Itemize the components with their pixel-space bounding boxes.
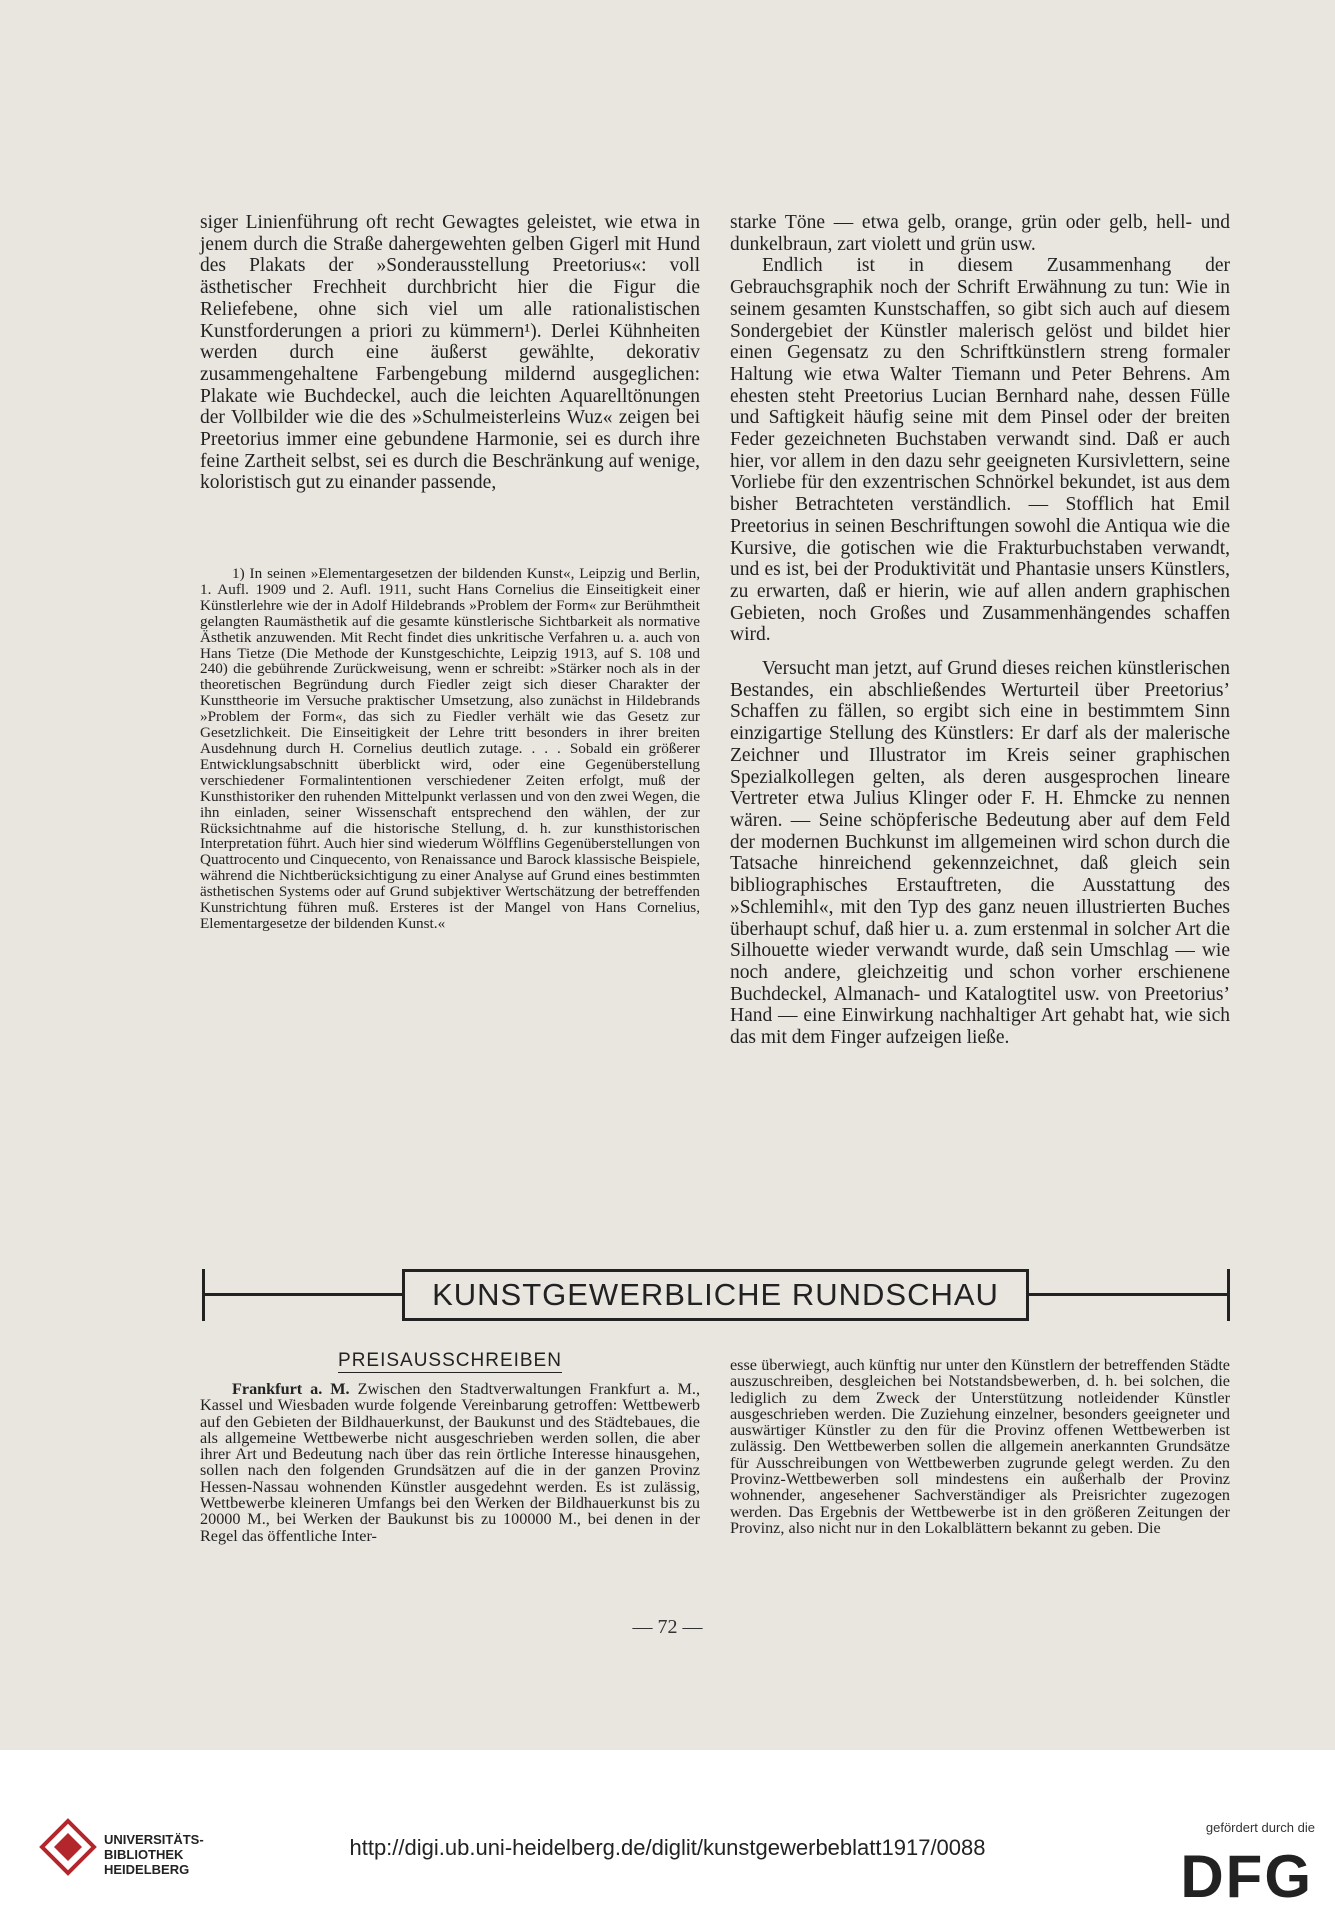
article-paragraph: Endlich ist in diesem Zusammenhang der Gebrauchsgraphik noch der Schrift Erwähnung zu tun: Wie in seinem gesamten Kunstschaffen, so gibt sich auch auf diesem Sondergebiet der Künstler malerisch gelöst und bildet hier einen Gegensatz zu den Schriftkünstlern streng formaler Haltung wie etwa Walter Tiemann und Peter Behrens. Am ehesten steht Preetorius Lucian Bernhard nahe, dessen Fülle und Saftigkeit häufig seine mit dem Pinsel oder der breiten Feder gezeichneten Buchstaben verwandt sind. Daß er auch hier, vor allem in den dazu sehr geeigneten Kursivlettern, seine Vorliebe für den exzentrischen Schnörkel bekundet, ist aus dem bisher Betrachteten verständlich. — Stofflich hat Emil Preetorius in seinen Beschriftungen sowohl die Antiqua wie die Kursive, die gotischen wie die Frakturbuchstaben verwandt, und es ist, bei der Produktivität und Phantasie unsers Künstlers, zu erwarten, daß er hierin, wie auf allen andern graphischen Gebieten, noch Großes und Zusammenhängendes schaffen wird.	[730, 255, 1230, 646]
article-right-column	[730, 212, 1230, 1049]
banner-rule	[1227, 1269, 1230, 1321]
banner-rule	[202, 1293, 402, 1296]
page-number: — 72 —	[632, 1616, 703, 1638]
permalink-url[interactable]: http://digi.ub.uni-heidelberg.de/diglit/kunstgewerbeblatt1917/0088	[349, 1835, 986, 1860]
footer-bar	[0, 1750, 1335, 1930]
rundschau-text: esse überwiegt, auch künftig nur unter den Künstlern der betreffenden Städte auszuschreiben, desgleichen bei Notstandsbewerben, d. h. bei solchen, die lediglich zu dem Zweck der Unterstützung notleidender Künstler ausgeschrieben werden. Die Zuziehung einzelner, besonders geeigneter und auswärtiger Künstler zu den für die Provinz offenen Wettbewerben ist zulässig. Den Wettbewerben sollen die allgemein anerkannten Grundsätze für Ausschreibungen von Wettbewerben zugrunde gelegt werden. Zu den Provinz-Wettbewerben soll mindestens ein außerhalb der Provinz wohnender, angesehener Sachverständiger als Preisrichter zugezogen werden. Das Ergebnis der Wettbewerbe ist in den größeren Zeitungen der Provinz, also nicht nur in den Lokalblättern bekannt zu geben. Die	[730, 1356, 1230, 1537]
article-left-column	[200, 212, 700, 494]
institution-line: BIBLIOTHEK	[104, 1847, 184, 1862]
footnote-text: 1) In seinen »Elementargesetzen der bildenden Kunst«, Leipzig und Berlin, 1. Aufl. 1909 und 2. Aufl. 1911, sucht Hans Cornelius die Einseitigkeit einer Künstlerlehre wie der in Adolf Hildebrands »Problem der Form« zur Berühmtheit gelangten Raumästhetik auf die gesamte künstlerische Sichtbarkeit als normative Ästhetik anzuwenden. Mit Recht findet dies unkritische Verfahren u. a. auch von Hans Tietze (Die Methode der Kunstgeschichte, Leipzig 1913, auf S. 108 und 240) die gebührende Zurückweisung, wenn er schreibt: »Stärker noch als in der theoretischen Begründung durch Fiedler zeigt sich dieser Charakter der Kunsttheorie im Versuche praktischer Umsetzung, also zunächst in Hildebrands »Problem der Form«, das sich zu Fiedler verhält wie das Gesetz zur Gesetzlichkeit. Die Einseitigkeit der Lehre tritt besonders in ihrer breiten Ausdehnung durch H. Cornelius deutlich zutage. . . . Sobald ein größerer Entwicklungsabschnitt überblickt wird, oder eine Gegenüberstellung verschiedener Formalintentionen verschiedener Zeiten erfolgt, muß der Kunsthistoriker den ruhenden Mittelpunkt verlassen und von den zwei Wegen, die ihn einladen, seiner Wissenschaft entsprechend den wählen, der zur Rücksichtnahme auf die historische Stellung, d. h. zur kunsthistorischen Interpretation führt. Auch hier sind wiederum Wölfflins Gegenüberstellungen von Quattrocento und Cinquecento, von Renaissance und Barock klassische Beispiele, während die Nichtberücksichtigung zu einer Analyse auf Grund eines bestimmten ästhetischen Systems oder auf Grund subjektiver Wertschätzung der betreffenden Kunstrichtung führen muß. Ersteres ist der Mangel von Hans Cornelius, Elementargesetze der bildenden Kunst.«	[200, 565, 700, 932]
rundschau-right-column	[730, 1357, 1230, 1536]
article-paragraph: siger Linienführung oft recht Gewagtes geleistet, wie etwa in jenem durch die Straße dahergewehten gelben Gigerl mit Hund des Plakats der »Sonderausstellung Preetorius«: voll ästhetischer Frechheit durchbricht hier die Figur die Reliefebene, ohne sich viel um alle rationalistischen Kunstforderungen a priori zu kümmern¹). Derlei Kühnheiten werden durch eine äußerst gewählte, dekorativ zusammengehaltene Farbengebung mildernd ausgeglichen: Plakate wie Buchdeckel, auch die leichten Aquarelltönungen der Vollbilder wie die des »Schulmeisterleins Wuz« zeigen bei Preetorius immer eine gebundene Harmonie, sei es durch ihre feine Zartheit selbst, sei es durch die Beschränkung auf wenige, koloristisch gut zu einander passende,	[200, 212, 700, 494]
funded-by-label: gefördert durch die	[1205, 1820, 1315, 1835]
article-paragraph: Versucht man jetzt, auf Grund dieses reichen künstlerischen Bestandes, ein abschließendes Werturteil über Preetorius’ Schaffen zu fällen, so ergibt sich eine in bestimmtem Sinn einzigartige Stellung des Künstlers: Er darf als der malerische Zeichner und Illustrator im Kreis seiner graphischen Spezialkollegen gelten, als deren ausgesprochen lineare Vertreter etwa Julius Klinger oder F. H. Ehmcke zu nennen wären. — Seine schöpferische Bedeutung aber auf dem Feld der modernen Buchkunst im allgemeinen wird schon durch die Tatsache hinreichend gekennzeichnet, daß gleich sein bibliographisches Erstauftreten, die Ausstattung des »Schlemihl«, mit den Typ des ganz neuen illustrierten Buches überhaupt schuf, daß hier u. a. zum erstenmal in solcher Art die Silhouette wieder verwandt wurde, daß sein Umschlag — wie noch andere, gleichzeitig und schon vorher erschienene Buchdeckel, Almanach- und Katalogtitel usw. von Preetorius’ Hand — eine Einwirkung nachhaltiger Art gehabt hat, wie sich das mit dem Finger aufzeigen ließe.	[730, 658, 1230, 1049]
section-banner	[202, 1269, 1230, 1321]
article-paragraph: starke Töne — etwa gelb, orange, grün oder gelb, hell- und dunkelbraun, zart violett und grün usw.	[730, 212, 1230, 255]
footnote	[200, 566, 700, 932]
banner-rule	[1026, 1293, 1230, 1296]
institution-line: UNIVERSITÄTS-	[104, 1832, 204, 1847]
subheading-text: PREISAUSSCHREIBEN	[338, 1350, 562, 1371]
dfg-logo: DFG	[1180, 1843, 1313, 1910]
rundschau-left-column	[200, 1381, 700, 1544]
location-label: Frankfurt a. M.	[232, 1380, 350, 1398]
rundschau-text: Zwischen den Stadtverwaltungen Frankfurt a. M., Kassel und Wiesbaden wurde folgende Vereinbarung getroffen: Wettbewerb auf den Gebieten der Bildhauerkunst, der Baukunst und des Städtebaues, die als allgemeine Wettbewerbe nicht ausgeschrieben werden sollen, die aber ihrer Art und Bedeutung nach über das rein örtliche Interesse hinausgehen, sollen nach den folgenden Grundsätzen auf die in der ganzen Provinz Hessen-Nassau wohnenden Künstler ausgedehnt werden. Es ist zulässig, Wettbewerbe kleineren Umfangs bei den Werken der Bildhauerkunst bis zu 20000 M., bei Werken der Baukunst bis zu 100000 M., bei denen in der Regel das öffentliche Inter-	[200, 1380, 701, 1545]
subheading	[200, 1350, 700, 1372]
section-title: KUNSTGEWERBLICHE RUNDSCHAU	[432, 1277, 999, 1312]
institution-line: HEIDELBERG	[104, 1862, 190, 1877]
